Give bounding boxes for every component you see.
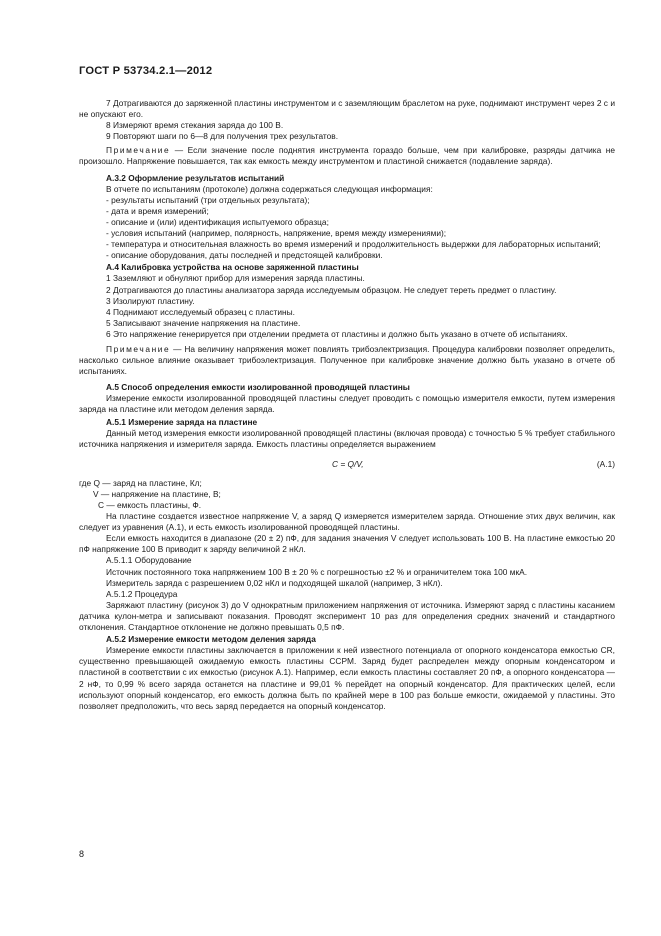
note-2-text: — На величину напряжения может повлиять трибоэлектризация. Процедура калибровки позволяет определить, насколько сильное влияние оказывает трибоэлектризация. Полученное при калибровке значение должно быть указано в отчете об испытаниях.	[79, 343, 615, 377]
section-a511-heading: А.5.1.1 Оборудование	[106, 555, 192, 566]
step-8: 8 Измеряют время стекания заряда до 100 В.	[106, 120, 284, 131]
list-item: - температура и относительная влажность во время измерений и продолжительность выдержки для лабораторных испытаний;	[106, 239, 601, 250]
section-a52-heading: А.5.2 Измерение емкости методом деления заряда	[106, 634, 316, 645]
list-item: - результаты испытаний (три отдельных результата);	[106, 194, 310, 205]
list-item: - описание оборудования, даты последней и предстоящей калибровки.	[106, 250, 383, 261]
formula-number: (А.1)	[596, 458, 615, 469]
note-1	[79, 145, 615, 167]
step-9: 9 Повторяют шаги по 6—8 для получения трех результатов.	[106, 131, 339, 142]
a4-step: 4 Поднимают исследуемый образец с пластины.	[106, 306, 295, 317]
formula-expression: C = Q/V,	[332, 458, 364, 469]
a4-step: 5 Записывают значение напряжения на пластине.	[106, 317, 301, 328]
where-v: V — напряжение на пластине, В;	[93, 488, 221, 499]
section-a5-text: Измерение емкости изолированной проводящей пластины следует проводить с помощью измерителя емкости, путем измерения заряда на пластине или методом деления заряда.	[79, 393, 615, 415]
document-body	[79, 98, 615, 712]
note-1-text: — Если значение после поднятия инструмента гораздо больше, чем при калибровке, разряды датчика не произошло. Напряжение повышается, так как емкость между инструментом и пластиной снижается (подавление заряда).	[79, 145, 615, 167]
a4-step: 3 Изолируют пластину.	[106, 295, 195, 306]
list-item: - описание и (или) идентификация испытуемого образца;	[106, 216, 329, 227]
section-a511-p1: Источник постоянного тока напряжением 100 В ± 20 % с погрешностью ±2 % и ограничителем тока 100 мкА.	[106, 566, 528, 577]
note-2-label: Примечание	[106, 343, 171, 354]
section-a51-heading: А.5.1 Измерение заряда на пластине	[106, 416, 258, 427]
section-a51-p3: Если емкость находится в диапазоне (20 ± 2) пФ, для задания значения V следует использовать 100 В. На пластине емкостью 20 пФ напряжение 100 В приводит к заряду величиной 2 нКл.	[79, 533, 615, 555]
list-item: - условия испытаний (например, полярность, напряжение, время между измерениями);	[106, 228, 447, 239]
section-a5-heading: А.5 Способ определения емкости изолированной проводящей пластины	[106, 382, 410, 393]
a4-step: 6 Это напряжение генерируется при отделении предмета от пластины и должно быть указано в отчете об испытаниях.	[106, 328, 568, 339]
note-1-label: Примечание	[106, 145, 171, 156]
section-a32-heading: А.3.2 Оформление результатов испытаний	[106, 172, 285, 183]
a4-step: 2 Дотрагиваются до пластины анализатора заряда исследуемым образцом. Не следует тереть предмет о пластину.	[106, 284, 557, 295]
section-a32-intro: В отчете по испытаниям (протоколе) должна содержаться следующая информация:	[106, 183, 433, 194]
step-7: 7 Дотрагиваются до заряженной пластины инструментом и с заземляющим браслетом на руке, поднимают инструмент через 2 с и не опускают его.	[79, 98, 615, 120]
section-a51-text: Данный метод измерения емкости изолированной проводящей пластины (включая провода) с точностью 5 % требует стабильного источника напряжения и измерителя заряда. Емкость пластины определяется выражением	[79, 427, 615, 449]
a4-step: 1 Заземляют и обнуляют прибор для измерения заряда пластины.	[106, 273, 365, 284]
list-item: - дата и время измерений;	[106, 205, 209, 216]
section-a512-text: Заряжают пластину (рисунок 3) до V однократным приложением напряжения от источника. Измеряют заряд с пластины касанием датчика кулон-метра и записывают показания. Проводят эксперимент 10 раз для определения средних значений и стандартного отклонения. Стандартное отклонение не должно превышать 0,5 пФ.	[79, 599, 615, 633]
section-a511-p2: Измеритель заряда с разрешением 0,02 нКл и подходящей шкалой (например, 3 нКл).	[106, 577, 443, 588]
section-a52-text: Измерение емкости пластины заключается в приложении к ней известного потенциала от опорного конденсатора емкостью CR, существенно превышающей ожидаемую емкость пластины CCPM. Заряд будет распределен между опорным конденсатором и пластиной в соответствии с их емкостью (рисунок А.1). Например, если емкость пластины составляет 20 пФ, а опорного конденсатора — 2 нФ, то 0,99 % всего заряда останется на пластине и 99,01 % перейдет на опорный конденсатор. Для практических целей, если используют опорный конденсатор, его емкость должна быть по крайней мере в 100 раз больше емкости, ожидаемой у пластины. Это позволяет предположить, что весь заряд передается на опорный конденсатор.	[79, 645, 615, 711]
where-q: где Q — заряд на пластине, Кл;	[79, 477, 202, 488]
section-a512-heading: А.5.1.2 Процедура	[106, 588, 178, 599]
section-a4-heading: А.4 Калибровка устройства на основе заряженной пластины	[106, 262, 359, 273]
formula-a1	[79, 456, 615, 478]
document-header: ГОСТ Р 53734.2.1—2012	[79, 65, 213, 77]
section-a51-p2: На пластине создается известное напряжение V, а заряд Q измеряется измерителем заряда. Отношение этих двух величин, как следует из уравнения (А.1), и есть емкость изолированной проводящей пластины.	[79, 511, 615, 533]
page-number: 8	[79, 849, 85, 859]
where-c: C — емкость пластины, Ф.	[98, 500, 202, 510]
note-2	[79, 344, 615, 377]
